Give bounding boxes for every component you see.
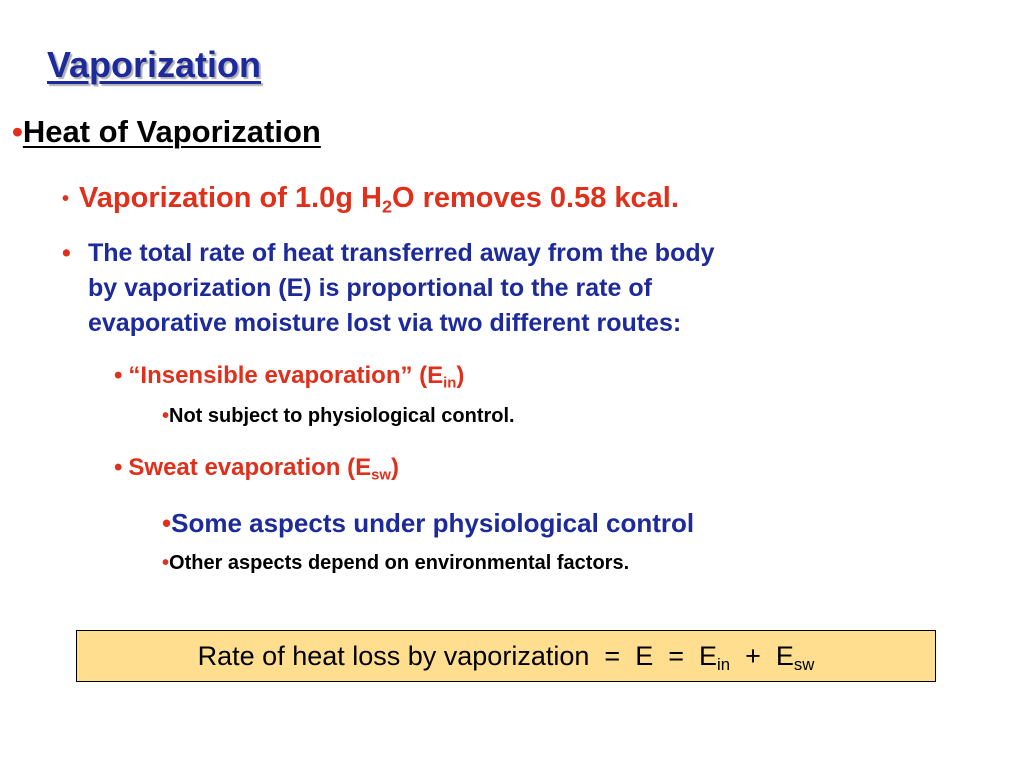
total-rate-text xyxy=(88,236,715,341)
route2-pre: Sweat evaporation (E xyxy=(128,454,372,481)
vaporization-point xyxy=(62,182,679,215)
formula-e-in-sub: in xyxy=(717,655,731,675)
bullet-icon: • xyxy=(162,508,172,538)
formula-e-sw-sub: sw xyxy=(793,655,815,675)
route2-post: ) xyxy=(390,454,399,481)
slide-title: Vaporization xyxy=(47,44,262,85)
route2-sub: sw xyxy=(371,467,391,484)
heading-label: Heat of Vaporization xyxy=(22,114,321,149)
bullet-icon: • xyxy=(162,405,170,427)
bullet-icon: • xyxy=(62,187,70,210)
heading-bullet xyxy=(12,114,321,150)
bullet-icon: • xyxy=(162,552,170,574)
formula-equals: = xyxy=(668,641,684,671)
formula-label: Rate of heat loss by vaporization xyxy=(197,641,590,671)
route1-sub: in xyxy=(443,375,457,392)
bullet-icon: • xyxy=(62,239,71,267)
route2-note1 xyxy=(162,508,694,539)
route1-pre: “Insensible evaporation” (E xyxy=(128,362,444,389)
total-rate-line: evaporative moisture lost via two different routes: xyxy=(88,309,682,337)
total-rate-line: by vaporization (E) is proportional to the rate of xyxy=(88,274,652,302)
point1-pre: Vaporization of 1.0g H xyxy=(79,182,382,214)
route1-post: ) xyxy=(456,362,465,389)
bullet-icon: • xyxy=(12,114,23,149)
route-insensible xyxy=(114,362,464,390)
route1-note xyxy=(162,405,515,428)
total-rate-point xyxy=(62,236,962,346)
route1-note-text: Not subject to physiological control. xyxy=(169,405,515,427)
bullet-icon: • xyxy=(114,362,123,389)
formula-box xyxy=(76,630,936,682)
formula-e: E xyxy=(635,641,654,671)
route2-note1-text: Some aspects under physiological control xyxy=(171,508,695,538)
total-rate-line: The total rate of heat transferred away from the body xyxy=(88,239,715,267)
route-sweat xyxy=(114,454,399,482)
formula-e-sw: E xyxy=(775,641,794,671)
route2-note2 xyxy=(162,552,629,575)
route2-note2-text: Other aspects depend on environmental factors. xyxy=(169,552,630,574)
point1-sub: 2 xyxy=(381,196,392,217)
formula-e-in: E xyxy=(699,641,718,671)
bullet-icon: • xyxy=(114,454,123,481)
formula-plus: + xyxy=(745,641,761,671)
formula-equals: = xyxy=(604,641,621,671)
point1-post: O removes 0.58 kcal. xyxy=(391,182,679,214)
